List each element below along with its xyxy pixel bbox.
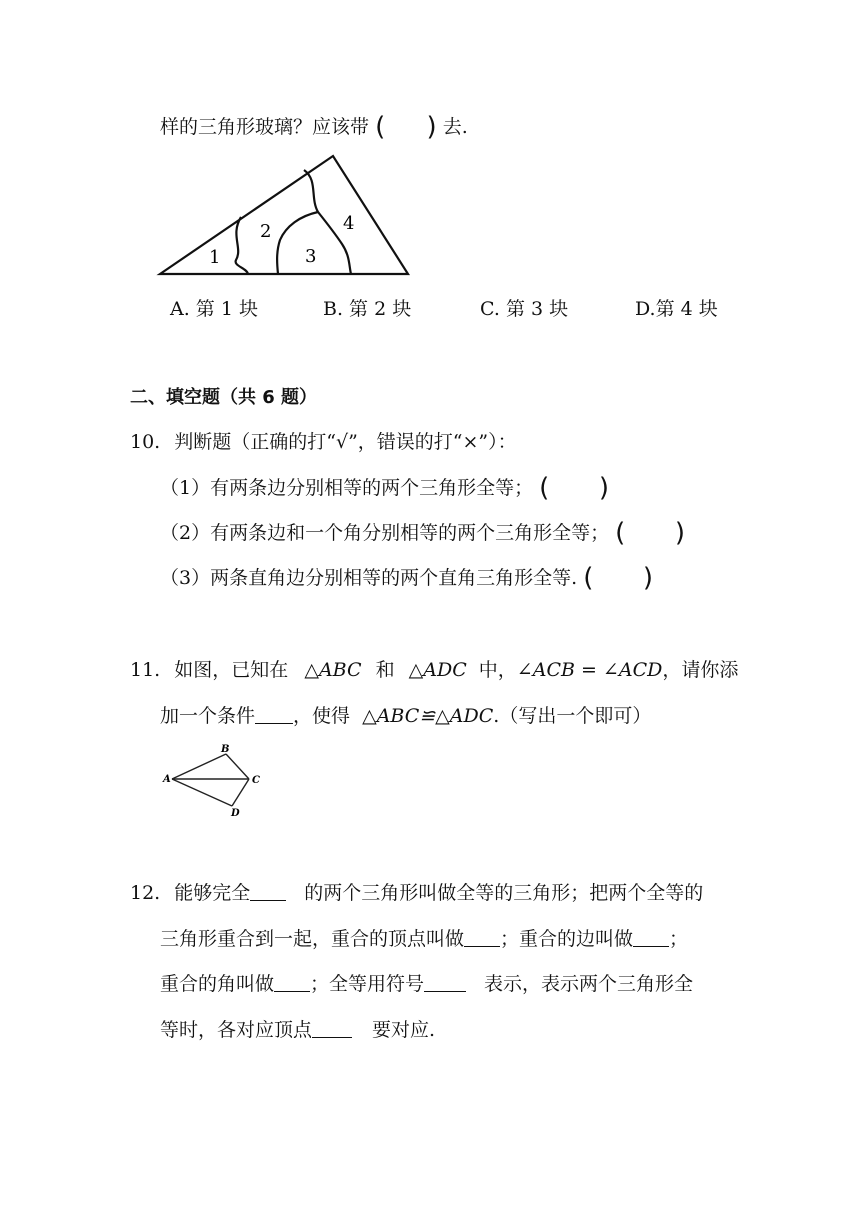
q12-text-4b: 要对应. — [372, 1019, 436, 1041]
q11-text: 如图，已知在 — [174, 659, 289, 681]
q12-text-3c: 表示，表示两个三角形全 — [484, 973, 694, 995]
q12-line-3 — [160, 970, 693, 998]
q10-item-2 — [160, 519, 685, 547]
q9-option-c[interactable]: C. 第 3 块 — [480, 298, 569, 320]
q12-blank-2[interactable] — [464, 928, 500, 947]
q11-kite-figure — [160, 740, 270, 820]
q10-item-3-text: （3）两条直角边分别相等的两个直角三角形全等. — [160, 567, 578, 589]
q12-blank-4[interactable] — [274, 973, 310, 992]
q11-congruence: △ABC≌△ADC — [362, 705, 494, 727]
q12-line-1 — [130, 879, 703, 907]
piece-label-1: 1 — [209, 247, 221, 268]
q9-option-d[interactable]: D.第 4 块 — [635, 298, 718, 320]
q10-item-3 — [160, 564, 653, 592]
q11-text-condition: 加一个条件 — [160, 705, 256, 727]
q10-item-1 — [160, 474, 609, 502]
q12-text-4a: 等时，各对应顶点 — [160, 1019, 313, 1041]
q12-blank-5[interactable] — [424, 973, 466, 992]
q11-text-make: ，使得 — [293, 705, 351, 727]
q12-line-4 — [160, 1016, 435, 1044]
kite-label-c: C — [252, 775, 260, 786]
q11-angle-equation: ∠ACB = ∠ACD — [516, 659, 663, 681]
q9-option-a[interactable]: A. 第 1 块 — [170, 298, 258, 320]
kite-label-b: B — [221, 744, 230, 755]
q11-text-and: 和 — [375, 659, 395, 681]
q12-blank-6[interactable] — [312, 1019, 352, 1038]
piece-label-3: 3 — [305, 246, 317, 267]
q9-answer-paren[interactable]: ( ) — [375, 112, 437, 142]
section-heading: 二、填空题（共 6 题） — [130, 387, 318, 408]
q10-item-2-text: （2）有两条边和一个角分别相等的两个三角形全等； — [160, 522, 610, 544]
q10-stem-text: 判断题（正确的打“√”，错误的打“×”）： — [174, 431, 517, 453]
q12-text-1a: 能够完全 — [174, 882, 251, 904]
q12-text-2b: ；重合的边叫做 — [500, 928, 634, 950]
q10-item-1-text: （1）有两条边分别相等的两个三角形全等； — [160, 477, 534, 499]
q11-answer-blank[interactable] — [255, 705, 293, 724]
q9-stem-text: 样的三角形玻璃？应该带 — [160, 116, 370, 138]
q12-blank-3[interactable] — [633, 928, 669, 947]
q11-triangle-abc: △ABC — [304, 659, 362, 681]
q12-text-2c: ； — [669, 928, 689, 950]
q10-item-2-paren[interactable]: ( ) — [615, 518, 686, 548]
q11-number: 11. — [130, 659, 161, 681]
q12-text-3b: ；全等用符号 — [310, 973, 425, 995]
q10-item-1-paren[interactable]: ( ) — [539, 473, 610, 503]
kite-label-a: A — [163, 774, 171, 785]
q11-triangle-adc: △ADC — [408, 659, 467, 681]
q11-line-2 — [160, 702, 651, 730]
q10-item-3-paren[interactable]: ( ) — [583, 563, 654, 593]
q12-text-2a: 三角形重合到一起，重合的顶点叫做 — [160, 928, 465, 950]
q9-stem-tail — [160, 113, 468, 141]
kite-label-d: D — [231, 808, 240, 819]
q11-text-add: ，请你添 — [662, 659, 739, 681]
q9-stem-end: 去. — [442, 116, 468, 138]
q12-number: 12. — [130, 882, 161, 904]
piece-label-2: 2 — [260, 221, 272, 242]
piece-label-4: 4 — [343, 213, 355, 234]
q12-blank-1[interactable] — [250, 882, 286, 901]
q11-text-in: 中， — [478, 659, 517, 681]
q11-text-end: .（写出一个即可） — [493, 705, 652, 727]
q12-line-2 — [160, 925, 688, 953]
q10-number: 10. — [130, 431, 161, 453]
q9-option-b[interactable]: B. 第 2 块 — [323, 298, 412, 320]
q12-text-1b: 的两个三角形叫做全等的三角形；把两个全等的 — [304, 882, 704, 904]
q9-triangle-figure — [150, 148, 420, 283]
q11-line-1 — [130, 656, 738, 684]
q10-stem — [130, 428, 517, 456]
q12-text-3a: 重合的角叫做 — [160, 973, 275, 995]
